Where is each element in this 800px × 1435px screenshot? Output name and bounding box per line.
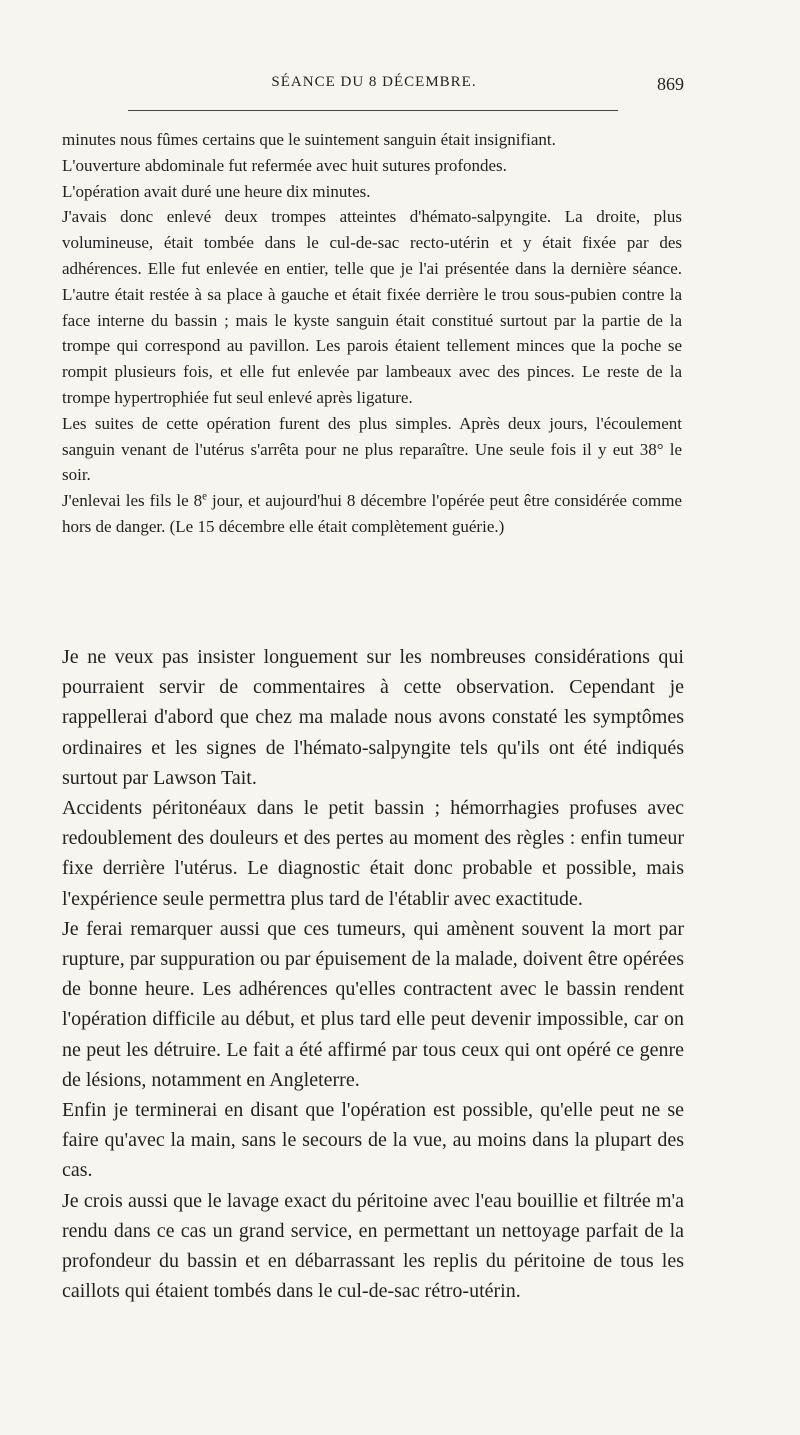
paragraph: Accidents péritonéaux dans le petit bassin ; hémorrhagies profuses avec redoublement des douleurs et des pertes au moment des règles : enfin tumeur fixe derrière l'utérus. Le diagnostic était donc probable et possible, mais l'expérience seule permettra plus tard de l'établir avec exactitude. (62, 797, 684, 910)
header-rule (128, 110, 618, 111)
paragraph: J'avais donc enlevé deux trompes atteintes d'hémato-salpyngite. La droite, plus volumineuse, était tombée dans le cul-de-sac recto-utérin et y était fixée par des adhérences. Elle fut enlevée en entier, telle que je l'ai présentée dans la dernière séance. L'autre était restée à sa place à gauche et était fixée derrière le trou sous-pubien contre la face interne du bassin ; mais le kyste sanguin était constitué surtout par la partie de la trompe qui correspond au pavillon. Les parois étaient tellement minces que la poche se rompit plusieurs fois, et elle fut enlevée par lambeaux avec des pinces. Le reste de la trompe hypertrophiée fut seul enlevé après ligature. (62, 207, 682, 407)
paragraph: Je ferai remarquer aussi que ces tumeurs, qui amènent souvent la mort par rupture, par suppuration ou par épuisement de la malade, doivent être opérées de bonne heure. Les adhérences qu'elles contractent avec le bassin rendent l'opération difficile au début, et plus tard elle peut devenir impossible, car on ne peut les détruire. Le fait a été affirmé par tous ceux qui ont opéré ce genre de lésions, notamment en Angleterre. (62, 917, 684, 1091)
superscript: e (202, 490, 208, 503)
paragraph: Les suites de cette opération furent des plus simples. Après deux jours, l'écoulement sanguin venant de l'utérus s'arrêta pour ne plus reparaître. Une seule fois il y eut 38° le soir. (62, 413, 682, 485)
paragraph: L'opération avait duré une heure dix minutes. (62, 181, 371, 201)
paragraph (62, 488, 682, 540)
text-span: J'enlevai les fils le 8 (62, 491, 203, 511)
running-header (64, 74, 684, 98)
observation-text (62, 127, 682, 540)
commentary-text (62, 642, 684, 1306)
paragraph: Je ne veux pas insister longuement sur les nombreuses considérations qui pourraient servir de commentaires à cette observation. Cependant je rappellerai d'abord que chez ma malade nous avons constaté les symptômes ordinaires et les signes de l'hémato-salpyngite tels qu'ils ont été indiqués surtout par Lawson Tait. (62, 646, 684, 789)
page-number: 869 (657, 74, 684, 94)
paragraph: minutes nous fûmes certains que le suintement sanguin était insignifiant. (62, 130, 556, 149)
paragraph: Je crois aussi que le lavage exact du péritoine avec l'eau bouillie et filtrée m'a rendu dans ce cas un grand service, en permettant un nettoyage parfait de la profondeur du bassin et en débarrassant les replis du péritoine de tous les caillots qui étaient tombés dans le cul-de-sac rétro-utérin. (62, 1189, 684, 1303)
text-span: jour, et aujourd'hui 8 décembre l'opérée peut être considérée comme hors de danger. (Le 15 décembre elle était complètement guérie.) (62, 491, 682, 536)
running-title: SÉANCE DU 8 DÉCEMBRE. (271, 74, 477, 90)
paragraph: L'ouverture abdominale fut refermée avec huit sutures profondes. (62, 155, 507, 175)
paragraph: Enfin je terminerai en disant que l'opération est possible, qu'elle peut ne se faire qu'avec la main, sans le secours de la vue, au moins dans la plupart des cas. (62, 1099, 684, 1182)
